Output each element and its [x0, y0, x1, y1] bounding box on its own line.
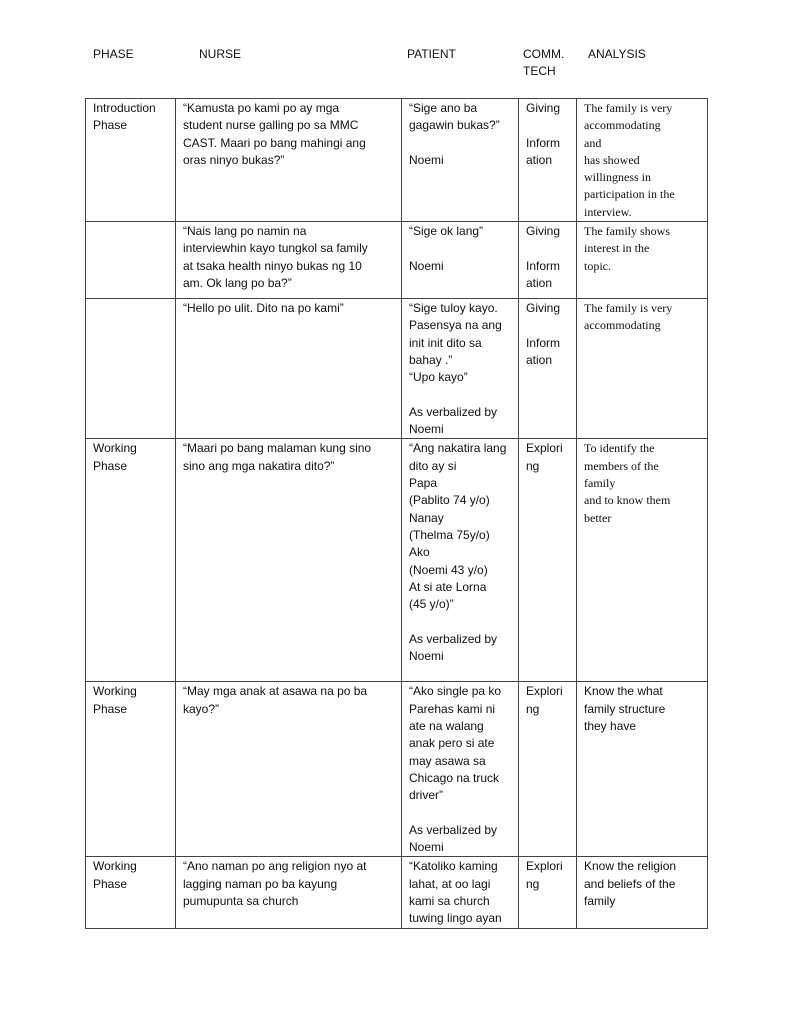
comm-tech-cell: Giving Inform ation	[519, 299, 577, 439]
patient-cell: “Ang nakatira lang dito ay si Papa (Pablito 74 y/o) Nanay (Thelma 75y/o) Ako (Noemi 43 y/o) At si ate Lorna (45 y/o)” As verbalized by Noemi	[402, 439, 519, 682]
nurse-cell: “Hello po ulit. Dito na po kami”	[176, 299, 402, 439]
header-comm-tech: COMM. TECH	[523, 47, 565, 78]
analysis-cell: The family shows interest in the topic.	[577, 222, 708, 299]
comm-tech-cell: Giving Inform ation	[519, 99, 577, 222]
comm-tech-cell: Giving Inform ation	[519, 222, 577, 299]
nurse-cell: “Ano naman po ang religion nyo at lagging naman po ba kayung pumupunta sa church	[176, 857, 402, 928]
table-row	[86, 857, 708, 928]
column-header-row	[93, 46, 713, 86]
phase-cell: Working Phase	[86, 682, 176, 857]
header-phase: PHASE	[93, 47, 134, 61]
table-row	[86, 222, 708, 299]
patient-cell: “Ako single pa ko Parehas kami ni ate na walang anak pero si ate may asawa sa Chicago na truck driver” As verbalized by Noemi	[402, 682, 519, 857]
table-row	[86, 439, 708, 682]
phase-cell	[86, 222, 176, 299]
comm-tech-cell: Explori ng	[519, 439, 577, 682]
header-nurse: NURSE	[199, 47, 242, 61]
phase-cell: Working Phase	[86, 439, 176, 682]
header-analysis: ANALYSIS	[588, 47, 646, 61]
patient-cell: “Sige ok lang” Noemi	[402, 222, 519, 299]
header-patient: PATIENT	[407, 47, 456, 61]
process-recording-table	[85, 98, 708, 929]
nurse-cell: “Nais lang po namin na interviewhin kayo tungkol sa family at tsaka health ninyo bukas ng 10 am. Ok lang po ba?”	[176, 222, 402, 299]
patient-cell: “Sige ano ba gagawin bukas?” Noemi	[402, 99, 519, 222]
analysis-cell: The family is very accommodating and has showed willingness in participation in the interview.	[577, 99, 708, 222]
analysis-cell: To identify the members of the family and to know them better	[577, 439, 708, 682]
comm-tech-cell: Explori ng	[519, 857, 577, 928]
patient-cell: “Katoliko kaming lahat, at oo lagi kami sa church tuwing lingo ayan	[402, 857, 519, 928]
phase-cell	[86, 299, 176, 439]
table-row	[86, 99, 708, 222]
nurse-cell: “May mga anak at asawa na po ba kayo?”	[176, 682, 402, 857]
nurse-cell: “Maari po bang malaman kung sino sino ang mga nakatira dito?”	[176, 439, 402, 682]
phase-cell: Introduction Phase	[86, 99, 176, 222]
patient-cell: “Sige tuloy kayo. Pasensya na ang init init dito sa bahay .” “Upo kayo” As verbalized by Noemi	[402, 299, 519, 439]
phase-cell: Working Phase	[86, 857, 176, 928]
table-row	[86, 682, 708, 857]
analysis-cell: The family is very accommodating	[577, 299, 708, 439]
comm-tech-cell: Explori ng	[519, 682, 577, 857]
nurse-cell: “Kamusta po kami po ay mga student nurse galling po sa MMC CAST. Maari po bang mahingi ang oras ninyo bukas?”	[176, 99, 402, 222]
analysis-cell: Know the what family structure they have	[577, 682, 708, 857]
table-row	[86, 299, 708, 439]
analysis-cell: Know the religion and beliefs of the family	[577, 857, 708, 928]
